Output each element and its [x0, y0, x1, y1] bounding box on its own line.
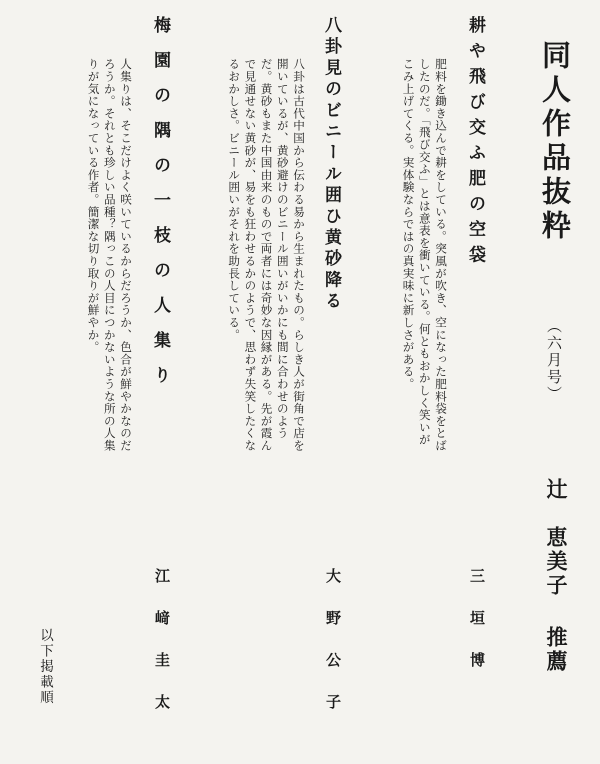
issue-label: （六月号）	[545, 318, 563, 403]
recommender-role: 推薦	[544, 626, 569, 674]
page-title: 同人作品抜粋	[538, 40, 572, 244]
haiku-1: 耕や飛び交ふ肥の空袋	[465, 16, 485, 271]
recommender-name: 辻 恵美子	[544, 478, 569, 598]
comment-1: 肥料を鋤き込んで耕をしている。突風が吹き、空になった肥料袋をとばしたのだ。「飛び交ふ」とは意表を衝いている。何ともおかしく笑いがこみ上げてくる。実体験ならではの真実味に新しさがある。	[401, 58, 448, 452]
haiku-2: 八卦見のビニール囲ひ黄砂降る	[321, 16, 341, 313]
haiku-3: 梅園の隅の一枝の人集り	[150, 16, 170, 401]
recommender	[541, 478, 571, 674]
comment-2: 八卦は古代中国から伝わる易から生まれたもの。らしき人が街角で店を開いているが、黄砂避けのビニール囲いがいかにも間に合わせのようだ。黄砂もまた中国由来のもので両者には奇妙な因縁がある。先が霞んで見通せない黄砂が、易をも狂わせるかのようで、思わず失笑したくなるおかしさ。ビニール囲いがそれを助長している。	[227, 58, 306, 452]
author-2: 大野公子	[324, 568, 342, 736]
order-note: 以下掲載順	[37, 628, 53, 706]
comment-3: 人集りは、そこだけよく咲いているからだろうか、色合が鮮やかなのだろうか。それとも珍しい品種？隅っこの人目につかないような所の人集りが気になっている作者。簡潔な切り取りが鮮やか。	[86, 58, 133, 452]
author-3: 江﨑圭太	[153, 568, 171, 736]
author-1: 三垣博	[468, 568, 486, 694]
